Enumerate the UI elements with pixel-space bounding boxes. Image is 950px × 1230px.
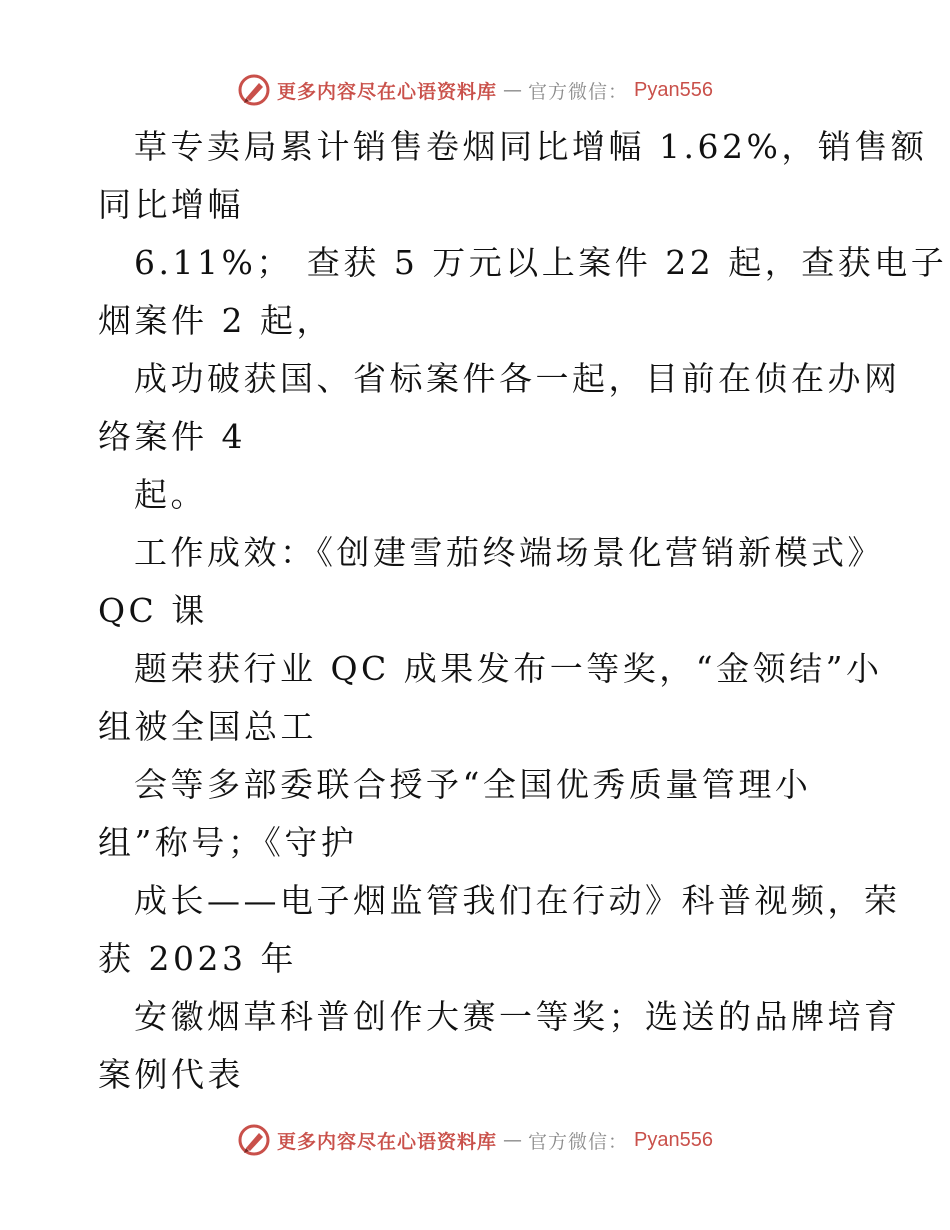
text-line: 络案件 4 [98,417,246,456]
text-line: 成功破获国、省标案件各一起，目前在侦在办网 [134,359,901,398]
document-body [98,118,948,1104]
watermark-label: 官方微信： [528,1130,629,1153]
text-line: 题荣获行业 QC 成果发布一等奖，“金领结”小 [134,649,883,688]
text-line: 组”称号；《守护 [98,823,358,862]
header-watermark [0,70,950,110]
pen-logo-icon [237,1123,271,1157]
watermark-dash: — [503,1129,523,1151]
watermark-brand: 更多内容尽在心语资料库 [277,1130,498,1153]
text-line: QC 课 [98,591,208,630]
watermark-dash: — [503,79,523,101]
text-line: 获 2023 年 [98,939,297,978]
text-line: 烟案件 2 起， [98,301,333,340]
text-line: 安徽烟草科普创作大赛一等奖；选送的品牌培育 [134,997,901,1036]
text-line: 同比增幅 [98,185,244,224]
text-line: 会等多部委联合授予“全国优秀质量管理小 [134,765,812,804]
pen-logo-icon [237,73,271,107]
text-line: 工作成效：《创建雪茄终端场景化营销新模式》 [134,533,884,572]
footer-watermark [0,1120,950,1160]
watermark-wechat-id: Pyan556 [634,78,713,101]
watermark-brand: 更多内容尽在心语资料库 [277,80,498,103]
text-line: 组被全国总工 [98,707,317,746]
text-line: 6.11%； 查获 5 万元以上案件 22 起，查获电子 [134,243,948,282]
watermark-wechat-id: Pyan556 [634,1128,713,1151]
text-line: 成长——电子烟监管我们在行动》科普视频，荣 [134,881,901,920]
text-line: 草专卖局累计销售卷烟同比增幅 1.62%，销售额 [134,127,928,166]
watermark-label: 官方微信： [528,80,629,103]
text-line: 案例代表 [98,1055,244,1094]
text-line: 起。 [134,475,207,514]
